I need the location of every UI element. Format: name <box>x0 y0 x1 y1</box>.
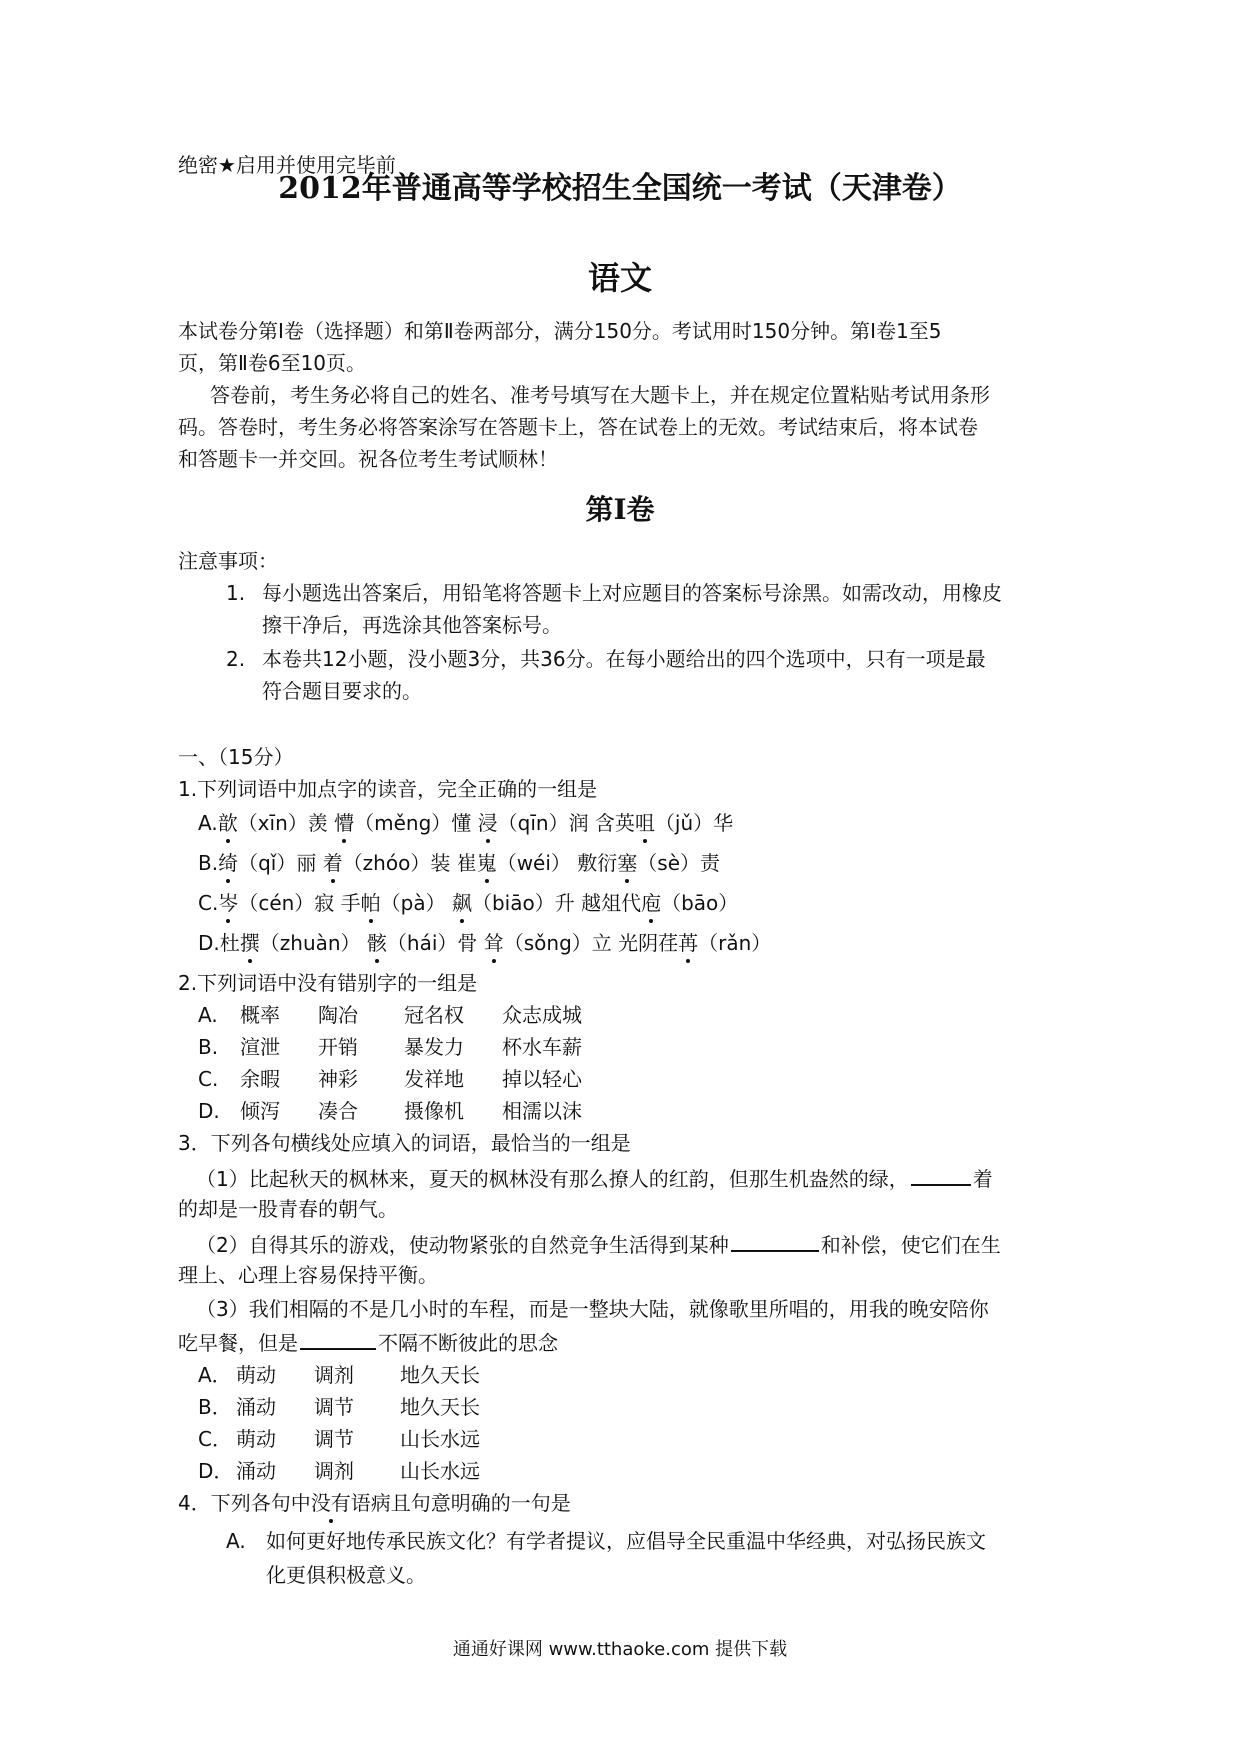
note-line: 每小题选出答案后，用铅笔将答题卡上对应题目的答案标号涂黑。如需改动，用橡皮 <box>262 581 1002 605</box>
option-word: 冠名权 <box>404 1003 464 1027</box>
intro-line: 页，第Ⅱ卷6至10页。 <box>178 351 367 375</box>
dotted-word: 没有 <box>310 1491 351 1515</box>
option-row: C.岑（cén）寂 手帕（pà） 飙（biāo）升 越俎代庖（bāo） <box>198 891 739 915</box>
note-line: 符合题目要求的。 <box>262 679 422 703</box>
intro-line: 码。答卷时，考生务必将答案涂写在答题卡上，答在试卷上的无效。考试结束后，将本试卷 <box>178 415 978 439</box>
option-word: 余暇 <box>240 1067 280 1091</box>
question-stem: 4．下列各句中没有语病且句意明确的一句是 <box>178 1491 571 1515</box>
sentence-line: 吃早餐，但是 不隔不断彼此的思念 <box>178 1331 558 1355</box>
option-word: 调节 <box>314 1427 354 1451</box>
sentence-line: 理上、心理上容易保持平衡。 <box>178 1263 438 1287</box>
option-letter: A． <box>198 1363 232 1387</box>
option-letter: C． <box>198 1427 232 1451</box>
secret-label: 绝密★启用并使用完毕前 <box>178 153 396 177</box>
option-word: 摄像机 <box>404 1099 464 1123</box>
subject-title: 语文 <box>587 259 652 297</box>
option-word: 陶冶 <box>318 1003 358 1027</box>
note-line: 本卷共12小题，没小题3分，共36分。在每小题给出的四个选项中，只有一项是最 <box>262 647 986 671</box>
exam-title: 2012年普通高等学校招生全国统一考试（天津卷） <box>278 171 962 206</box>
option-letter: A. <box>198 1003 218 1027</box>
note-line: 擦干净后，再选涂其他答案标号。 <box>262 613 562 637</box>
footer-credit: 通通好课网 www.tthaoke.com 提供下载 <box>452 1639 788 1660</box>
option-word: 杯水车薪 <box>502 1035 582 1059</box>
notice-label: 注意事项： <box>178 549 278 573</box>
sentence-line: （1）比起秋天的枫林来，夏天的枫林没有那么撩人的红韵，但那生机盎然的绿， 着 <box>196 1167 993 1191</box>
option-word: 开销 <box>318 1035 358 1059</box>
question-stem: 2.下列词语中没有错别字的一组是 <box>178 971 478 995</box>
sentence-line: （3）我们相隔的不是几小时的车程，而是一整块大陆，就像歌里所唱的，用我的晚安陪你 <box>196 1297 989 1321</box>
option-word: 渲泄 <box>240 1035 280 1059</box>
question-stem: 3．下列各句横线处应填入的词语，最恰当的一组是 <box>178 1131 631 1155</box>
option-letter: D. <box>198 1099 220 1123</box>
option-row: A.歆（xīn）羡 懵（měng）懂 浸（qīn）润 含英咀（jǔ）华 <box>198 811 734 835</box>
section-label: 一、（15分） <box>178 745 294 769</box>
option-row: B.绮（qǐ）丽 着（zhóo）装 崔嵬（wéi） 敷衍塞（sè）责 <box>198 851 721 875</box>
intro-line: 本试卷分第Ⅰ卷（选择题）和第Ⅱ卷两部分，满分150分。考试用时150分钟。第Ⅰ卷1至5 <box>178 319 942 343</box>
intro-line: 和答题卡一并交回。祝各位考生考试顺林！ <box>178 447 558 471</box>
option-word: 调剂 <box>314 1363 354 1387</box>
question-stem: 1.下列词语中加点字的读音，完全正确的一组是 <box>178 777 598 801</box>
option-word: 萌动 <box>236 1363 276 1387</box>
fill-blank <box>300 1330 376 1350</box>
option-row: D.杜撰（zhuàn） 骸（hái）骨 耸（sǒng）立 光阴荏苒（rǎn） <box>198 931 772 955</box>
option-word: 涌动 <box>236 1459 276 1483</box>
option-word: 涌动 <box>236 1395 276 1419</box>
option-word: 众志成城 <box>502 1003 582 1027</box>
part1-heading: 第Ⅰ卷 <box>585 493 655 526</box>
option-word: 凑合 <box>318 1099 358 1123</box>
option-word: 神彩 <box>318 1067 358 1091</box>
intro-line: 答卷前，考生务必将自己的姓名、准考号填写在大题卡上，并在规定位置粘贴考试用条形 <box>210 383 990 407</box>
option-line: 化更俱积极意义。 <box>266 1563 426 1587</box>
option-word: 地久天长 <box>400 1363 480 1387</box>
note-number: 2. <box>226 647 246 671</box>
note-number: 1. <box>226 581 246 605</box>
option-word: 概率 <box>240 1003 280 1027</box>
option-word: 山长水远 <box>400 1427 480 1451</box>
option-word: 地久天长 <box>400 1395 480 1419</box>
option-line: 如何更好地传承民族文化？有学者提议，应倡导全民重温中华经典，对弘扬民族文 <box>266 1529 986 1553</box>
option-word: 山长水远 <box>400 1459 480 1483</box>
fill-blank <box>911 1166 971 1186</box>
sentence-line: 的却是一股青春的朝气。 <box>178 1197 398 1221</box>
option-word: 暴发力 <box>404 1035 464 1059</box>
option-letter: D． <box>198 1459 234 1483</box>
option-word: 掉以轻心 <box>502 1067 582 1091</box>
option-word: 萌动 <box>236 1427 276 1451</box>
option-word: 调节 <box>314 1395 354 1419</box>
option-letter: A. <box>226 1529 246 1553</box>
fill-blank <box>731 1232 819 1252</box>
option-word: 倾泻 <box>240 1099 280 1123</box>
option-letter: C. <box>198 1067 219 1091</box>
option-word: 发祥地 <box>404 1067 464 1091</box>
option-word: 相濡以沫 <box>502 1099 582 1123</box>
option-letter: B. <box>198 1035 219 1059</box>
option-word: 调剂 <box>314 1459 354 1483</box>
option-letter: B． <box>198 1395 232 1419</box>
sentence-line: （2）自得其乐的游戏，使动物紧张的自然竞争生活得到某种 和补偿，使它们在生 <box>196 1233 1001 1257</box>
